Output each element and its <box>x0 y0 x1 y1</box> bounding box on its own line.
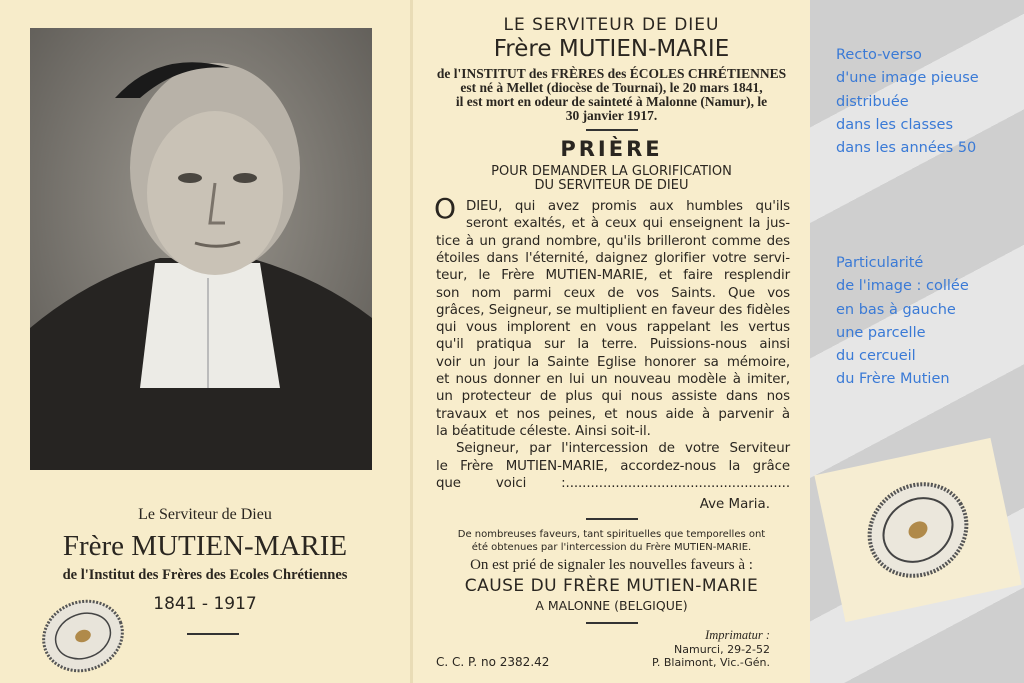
recto-card <box>0 0 410 683</box>
prayer-line: son nom parmi ceux de vos Saints. Que vos <box>436 285 790 301</box>
divider <box>586 622 638 624</box>
divider <box>187 633 239 635</box>
prayer-line: qui vous implorent en vous rappelant les vertus <box>436 320 790 336</box>
imprimatur <box>652 629 770 670</box>
ave-maria: Ave Maria. <box>699 497 770 512</box>
verso-bio-line: il est mort en odeur de sainteté à Malonne (Namur), le <box>455 94 768 109</box>
verso-bio-line: est né à Mellet (diocèse de Tournai), le 20 mars 1841, <box>460 80 763 95</box>
prayer-subtitle: DU SERVITEUR DE DIEU <box>534 178 689 193</box>
verso-header: LE SERVITEUR DE DIEU <box>503 15 720 35</box>
prayer-line: grâces, Seigneur, se multiplient en faveur des fidèles <box>436 302 790 318</box>
prayer-line: seront exaltés, et à ceux qui enseignent la jus- <box>466 216 790 232</box>
prayer-line: étoiles dans l'éternité, daignez glorifier votre servi- <box>436 250 790 266</box>
cause-place: A MALONNE (BELGIQUE) <box>535 598 688 613</box>
verso-bio-line: 30 janvier 1917. <box>565 108 658 123</box>
cause-title: CAUSE DU FRÈRE MUTIEN-MARIE <box>464 576 759 596</box>
prayer-line: tice à un grand nombre, qu'ils brilleront comme des <box>436 233 790 249</box>
imprimatur-date: Namurci, 29-2-52 <box>674 642 770 656</box>
coffin-relic-seal <box>40 597 126 675</box>
prayer-subtitle: POUR DEMANDER LA GLORIFICATION <box>491 164 732 179</box>
prayer-line: que voici :...................................................... <box>436 475 790 491</box>
imprimatur-signatory: P. Blaimont, Vic.-Gén. <box>651 656 770 669</box>
recto-name: Frère MUTIEN-MARIE <box>62 530 348 562</box>
recto-subtitle: Le Serviteur de Dieu <box>138 506 272 523</box>
recto-dates: 1841 - 1917 <box>153 594 257 614</box>
prayer-line: Seigneur, par l'intercession de votre Serviteur <box>456 441 790 457</box>
imprimatur-label: Imprimatur : <box>705 628 770 642</box>
prayer-line: travaux et nos peines, et nous aide à parvenir à <box>436 406 790 422</box>
recto-institute: de l'Institut des Frères des Ecoles Chrétiennes <box>62 567 348 583</box>
prayer-line: qu'il pratiqua sur la terre. Puissions-nous ainsi <box>436 337 790 353</box>
prayer-line: voir un jour la Sainte Eglise honorer sa mémoire, <box>436 354 790 370</box>
prayer-initial: O <box>434 192 457 225</box>
portrait-photo <box>30 28 372 470</box>
verso-name: Frère MUTIEN-MARIE <box>493 36 730 62</box>
prayer-line: et nous donner en lui un nouveau modèle à imiter, <box>436 372 790 387</box>
prayer-line: la béatitude céleste. Ainsi soit-il. <box>436 423 651 439</box>
prayer-title: PRIÈRE <box>560 137 663 161</box>
prayer-line: un protecteur de plus qui nous assiste dans nos <box>436 389 790 405</box>
favours-line: été obtenues par l'intercession du Frère MUTIEN-MARIE. <box>471 542 752 553</box>
prayer-line: teur, le Frère MUTIEN-MARIE, et faire resplendir <box>436 268 790 284</box>
note-recto-verso: Recto-verso d'une image pieuse distribuée dans les classes dans les années 50 <box>836 47 979 157</box>
verso-footer <box>413 0 810 683</box>
ccp-number: C. C. P. no 2382.42 <box>436 655 550 669</box>
relic-photo <box>814 438 1021 622</box>
favours-line: De nombreuses faveurs, tant spirituelles que temporelles ont <box>457 529 766 540</box>
note-particularity: Particularité de l'image : collée en bas à gauche une parcelle du cercueil du Frère Mutien <box>836 255 969 388</box>
prayer-line: DIEU, qui avez promis aux humbles qu'ils <box>466 199 790 214</box>
prayer-line: le Frère MUTIEN-MARIE, accordez-nous la grâce <box>436 458 790 474</box>
report-instruction: On est prié de signaler les nouvelles faveurs à : <box>470 557 753 573</box>
verso-bio-line: de l'INSTITUT des FRÈRES des ÉCOLES CHRÉTIENNES <box>436 66 787 81</box>
divider <box>586 518 638 520</box>
